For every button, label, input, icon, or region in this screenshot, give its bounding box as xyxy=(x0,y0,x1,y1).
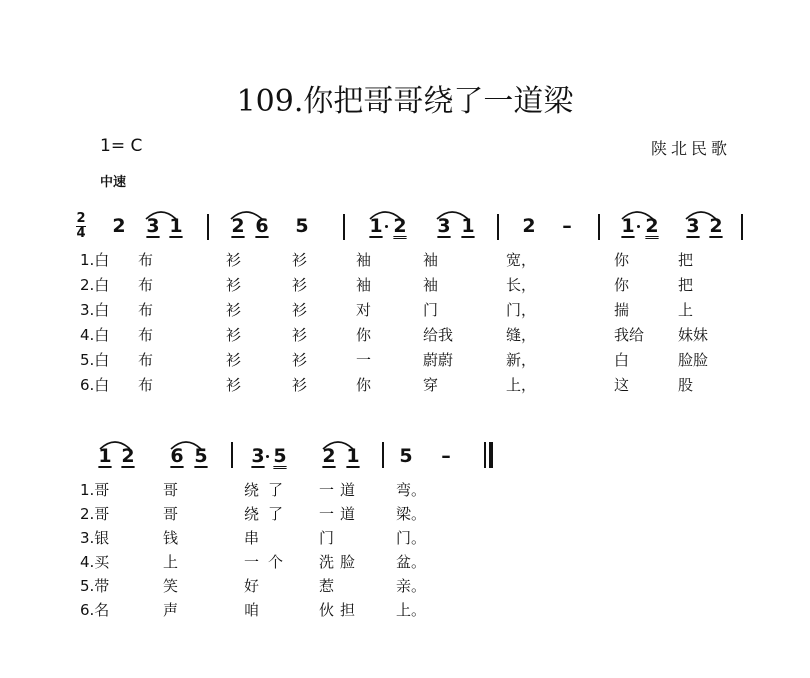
lyric-syllable: 钱 xyxy=(163,529,179,547)
lyric-syllable: 布 xyxy=(138,251,154,269)
barline xyxy=(382,442,384,468)
lyric-syllable: 一 xyxy=(244,553,260,571)
note: 3 xyxy=(251,445,265,467)
lyric-syllable: 道 xyxy=(340,481,356,499)
lyric-syllable: 新， xyxy=(506,351,537,369)
lyric-syllable: 上， xyxy=(506,376,537,394)
note: 5 xyxy=(295,215,309,237)
note: 2 xyxy=(522,215,536,237)
note: 2 xyxy=(645,215,659,237)
lyric-syllable: 一 xyxy=(356,351,372,369)
dot xyxy=(266,455,269,458)
lyric-syllable: 3.白 xyxy=(80,301,110,319)
lyric-syllable: 给我 xyxy=(423,326,454,344)
lyric-syllable: 白 xyxy=(614,351,630,369)
lyric-syllable: 布 xyxy=(138,301,154,319)
lyric-syllable: 袖 xyxy=(423,276,439,294)
lyric-syllable: 担 xyxy=(340,601,356,619)
lyric-syllable: 哥 xyxy=(163,505,179,523)
lyric-syllable: 声 xyxy=(163,601,179,619)
lyric-syllable: 串 xyxy=(244,529,260,547)
lyric-syllable: 你 xyxy=(356,326,372,344)
note: 3 xyxy=(437,215,451,237)
lyric-syllable: 妹妹 xyxy=(678,326,709,344)
note: 1 xyxy=(621,215,635,237)
lyric-syllable: 一 xyxy=(319,481,335,499)
lyric-syllable: 咱 xyxy=(244,601,260,619)
lyric-syllable: 布 xyxy=(138,326,154,344)
lyric-syllable: 6.白 xyxy=(80,376,110,394)
barline xyxy=(741,214,743,240)
lyric-syllable: 蔚蔚 xyxy=(423,351,454,369)
lyric-syllable: 2.哥 xyxy=(80,505,110,523)
lyric-syllable: 6.名 xyxy=(80,601,110,619)
note: 1 xyxy=(461,215,475,237)
note: 5 xyxy=(399,445,413,467)
barline xyxy=(598,214,600,240)
lyric-syllable: 袖 xyxy=(356,251,372,269)
lyric-syllable: 3.银 xyxy=(80,529,110,547)
lyric-syllable: 一 xyxy=(319,505,335,523)
lyric-syllable: 把 xyxy=(678,251,694,269)
lyric-syllable: 衫 xyxy=(292,326,308,344)
lyric-syllable: 布 xyxy=(138,351,154,369)
note: 1 xyxy=(98,445,112,467)
note: 2 xyxy=(231,215,245,237)
final-barline-thick xyxy=(489,442,493,468)
lyric-syllable: 把 xyxy=(678,276,694,294)
lyric-syllable: 门， xyxy=(506,301,537,319)
lyric-syllable: 哥 xyxy=(163,481,179,499)
lyric-syllable: 这 xyxy=(614,376,630,394)
lyric-syllable: 衫 xyxy=(226,276,242,294)
lyric-syllable: 4.白 xyxy=(80,326,110,344)
tempo-marking: 中速 xyxy=(100,175,127,190)
lyric-syllable: 衫 xyxy=(292,351,308,369)
note: 2 xyxy=(709,215,723,237)
lyric-syllable: 袖 xyxy=(356,276,372,294)
lyric-syllable: 对 xyxy=(356,301,372,319)
dot xyxy=(637,225,640,228)
lyric-syllable: 上 xyxy=(163,553,179,571)
lyric-syllable: 亲。 xyxy=(396,577,427,595)
lyric-syllable: 揣 xyxy=(614,301,630,319)
lyric-syllable: 我给 xyxy=(614,326,645,344)
lyric-syllable: 袖 xyxy=(423,251,439,269)
lyric-syllable: 穿 xyxy=(423,376,439,394)
lyric-syllable: 衫 xyxy=(292,376,308,394)
lyric-syllable: 盆。 xyxy=(396,553,427,571)
lyric-syllable: 你 xyxy=(356,376,372,394)
barline xyxy=(343,214,345,240)
note: 2 xyxy=(121,445,135,467)
lyric-syllable: 缝， xyxy=(506,326,537,344)
lyric-syllable: 洗 xyxy=(319,553,335,571)
lyric-syllable: 伙 xyxy=(319,601,335,619)
lyric-syllable: 衫 xyxy=(226,301,242,319)
note: 6 xyxy=(170,445,184,467)
note: 5 xyxy=(273,445,287,467)
time-signature-bottom: 4 xyxy=(76,226,86,241)
lyric-syllable: 长， xyxy=(506,276,537,294)
note: 2 xyxy=(112,215,126,237)
lyric-syllable: 5.带 xyxy=(80,577,110,595)
barline xyxy=(231,442,233,468)
lyric-syllable: 2.白 xyxy=(80,276,110,294)
time-signature-top: 2 xyxy=(76,211,86,226)
song-title: 109.你把哥哥绕了一道梁 xyxy=(236,84,574,119)
dot xyxy=(385,225,388,228)
note: 6 xyxy=(255,215,269,237)
note: 3 xyxy=(146,215,160,237)
lyric-syllable: 衫 xyxy=(292,276,308,294)
lyric-syllable: 布 xyxy=(138,276,154,294)
lyric-syllable: 道 xyxy=(340,505,356,523)
note: 1 xyxy=(169,215,183,237)
barline xyxy=(207,214,209,240)
final-barline-thin xyxy=(484,442,486,468)
lyric-syllable: 弯。 xyxy=(396,481,427,499)
lyric-syllable: 门。 xyxy=(396,529,427,547)
note: 5 xyxy=(194,445,208,467)
lyric-syllable: 上 xyxy=(678,301,694,319)
lyric-syllable: 衫 xyxy=(226,376,242,394)
lyric-syllable: 衫 xyxy=(226,251,242,269)
note: 1 xyxy=(369,215,383,237)
lyric-syllable: 1.白 xyxy=(80,251,110,269)
lyric-syllable: 绕 xyxy=(244,481,260,499)
note: 3 xyxy=(686,215,700,237)
lyric-syllable: 5.白 xyxy=(80,351,110,369)
lyric-syllable: 布 xyxy=(138,376,154,394)
note: 2 xyxy=(322,445,336,467)
lyric-syllable: 了 xyxy=(268,505,284,523)
lyric-syllable: 衫 xyxy=(226,351,242,369)
note: – xyxy=(562,215,572,237)
lyric-syllable: 脸 xyxy=(340,553,356,571)
lyric-syllable: 了 xyxy=(268,481,284,499)
lyric-syllable: 门 xyxy=(319,529,335,547)
lyric-syllable: 衫 xyxy=(292,251,308,269)
lyric-syllable: 上。 xyxy=(396,601,427,619)
lyric-syllable: 门 xyxy=(423,301,439,319)
lyric-syllable: 股 xyxy=(678,376,694,394)
note: – xyxy=(441,445,451,467)
lyric-syllable: 4.买 xyxy=(80,553,110,571)
lyric-syllable: 好 xyxy=(244,577,260,595)
lyric-syllable: 你 xyxy=(614,251,630,269)
lyric-syllable: 惹 xyxy=(319,577,335,595)
note: 1 xyxy=(346,445,360,467)
lyric-syllable: 个 xyxy=(268,553,284,571)
barline xyxy=(497,214,499,240)
lyric-syllable: 你 xyxy=(614,276,630,294)
lyric-syllable: 衫 xyxy=(292,301,308,319)
lyric-syllable: 1.哥 xyxy=(80,481,110,499)
lyric-syllable: 笑 xyxy=(163,577,179,595)
song-source: 陕北民歌 xyxy=(651,139,732,158)
lyric-syllable: 脸脸 xyxy=(678,351,709,369)
key-signature: 1= C xyxy=(100,136,143,156)
lyric-syllable: 绕 xyxy=(244,505,260,523)
lyric-syllable: 梁。 xyxy=(396,505,427,523)
lyric-syllable: 宽， xyxy=(506,251,537,269)
lyric-syllable: 衫 xyxy=(226,326,242,344)
note: 2 xyxy=(393,215,407,237)
